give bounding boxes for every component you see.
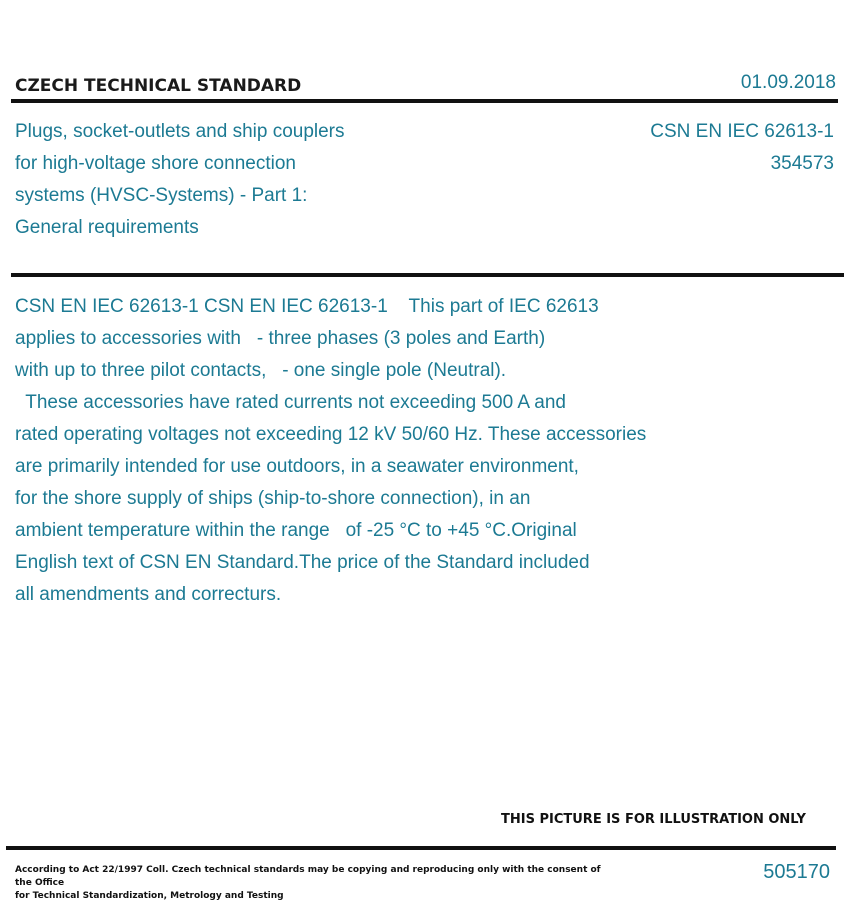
description-line: These accessories have rated currents not exceeding 500 A and — [15, 392, 566, 413]
document-id: 505170 — [763, 861, 830, 883]
illustration-note: THIS PICTURE IS FOR ILLUSTRATION ONLY — [501, 812, 806, 827]
standard-title — [15, 116, 435, 244]
description-line: applies to accessories with - three phases (3 poles and Earth) — [15, 328, 546, 349]
title-line: Plugs, socket-outlets and ship couplers — [15, 121, 345, 142]
legal-line: According to Act 22/1997 Coll. Czech technical standards may be copying and reproducing only with the consent of the Office — [15, 865, 601, 888]
description-line: English text of CSN EN Standard.The price of the Standard included — [15, 552, 590, 573]
catalog-number: 354573 — [770, 153, 834, 174]
description-line: rated operating voltages not exceeding 12 kV 50/60 Hz. These accessories — [15, 424, 647, 445]
description-line: are primarily intended for use outdoors, in a seawater environment, — [15, 456, 579, 477]
description-line: ambient temperature within the range of -25 °C to +45 °C.Original — [15, 520, 577, 541]
standard-codes — [650, 116, 834, 180]
description-line: for the shore supply of ships (ship-to-shore connection), in an — [15, 488, 531, 509]
publication-date: 01.09.2018 — [740, 72, 836, 93]
title-line: systems (HVSC-Systems) - Part 1: — [15, 185, 308, 206]
description-line: CSN EN IEC 62613-1 CSN EN IEC 62613-1 This part of IEC 62613 — [15, 296, 599, 317]
description-line: all amendments and correcturs. — [15, 584, 282, 605]
standard-description — [15, 291, 845, 611]
section-divider — [11, 273, 844, 277]
document-header-title: CZECH TECHNICAL STANDARD — [15, 76, 302, 96]
header-divider — [11, 99, 838, 103]
footer-divider — [6, 846, 836, 850]
title-line: for high-voltage shore connection — [15, 153, 296, 174]
standard-code: CSN EN IEC 62613-1 — [650, 121, 834, 142]
title-line: General requirements — [15, 217, 199, 238]
legal-notice — [15, 864, 615, 903]
legal-line: for Technical Standardization, Metrology and Testing — [15, 891, 284, 901]
description-line: with up to three pilot contacts, - one single pole (Neutral). — [15, 360, 507, 381]
